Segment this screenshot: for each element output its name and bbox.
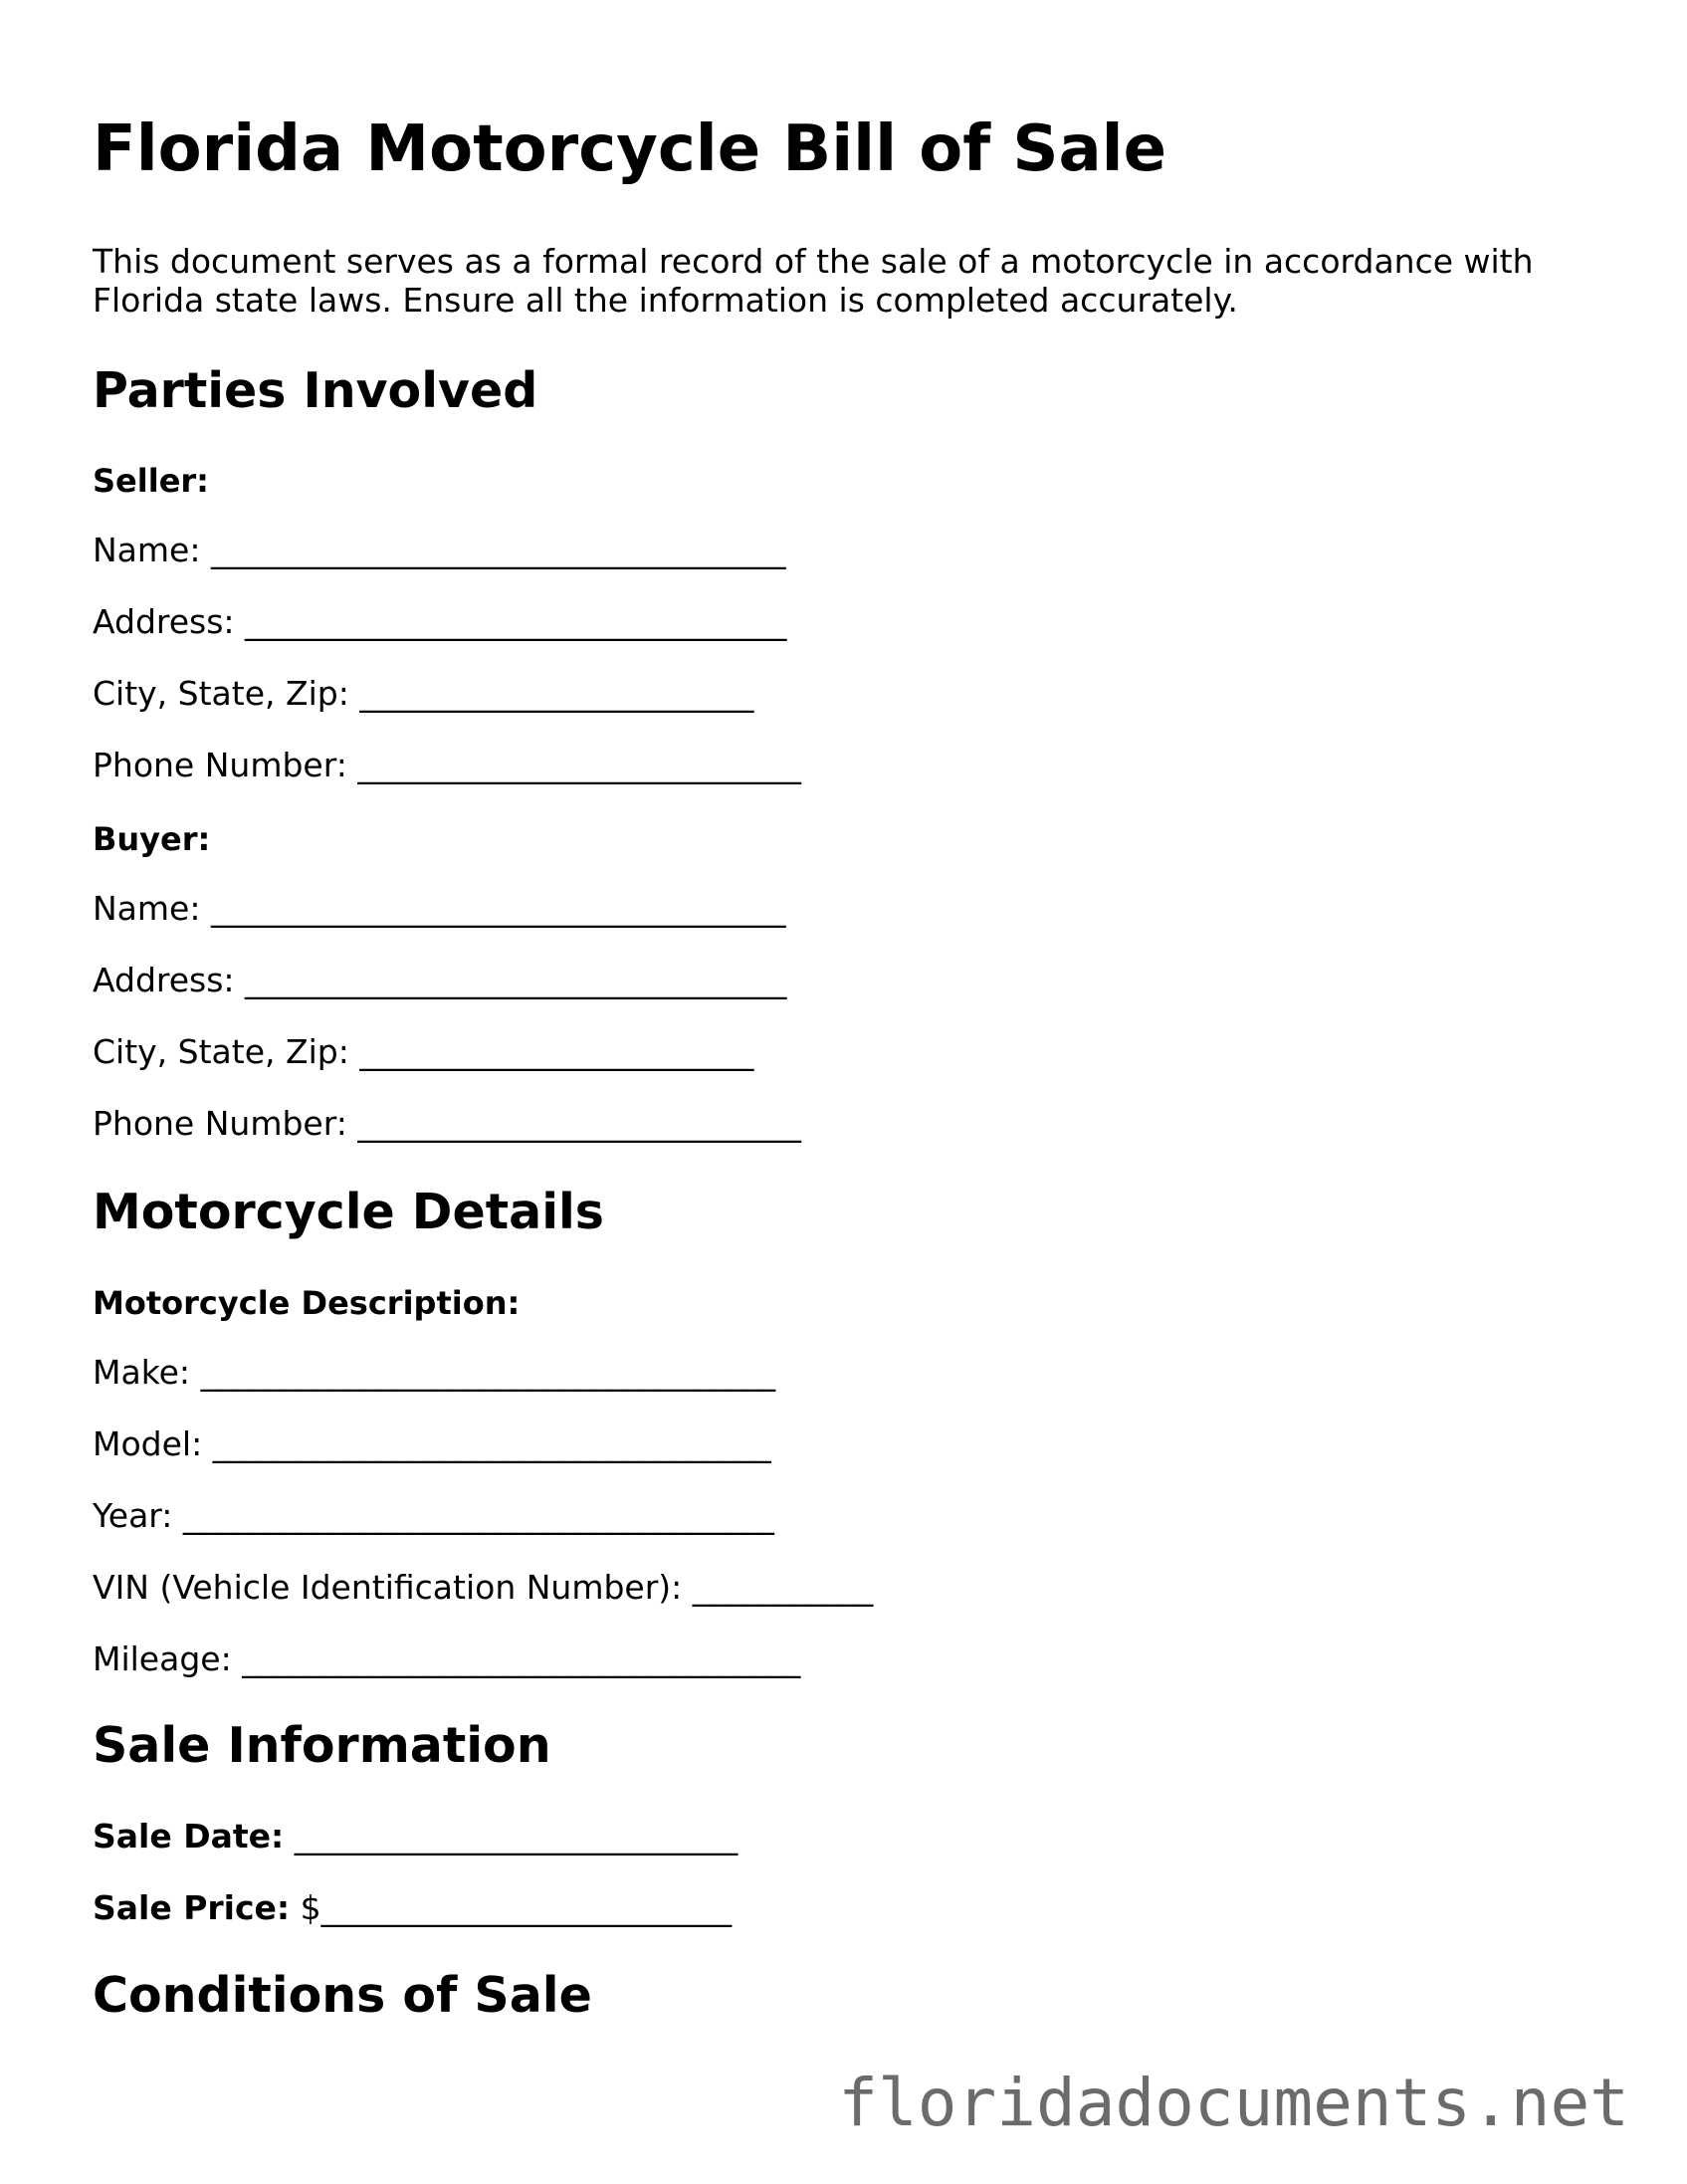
field-label: City, State, Zip: xyxy=(93,674,349,713)
field-label: Make: xyxy=(93,1353,191,1392)
fill-line[interactable]: _________________________________ xyxy=(245,602,787,641)
sale-date-field[interactable] xyxy=(93,1817,738,1856)
sale-price-field[interactable] xyxy=(93,1888,733,1927)
field-label: Address: xyxy=(93,961,235,999)
field-label: City, State, Zip: xyxy=(93,1032,349,1071)
model-field[interactable] xyxy=(93,1424,771,1463)
document-title: Florida Motorcycle Bill of Sale xyxy=(93,112,1166,186)
fill-line[interactable]: ___________ xyxy=(692,1568,874,1607)
buyer-label: Buyer: xyxy=(93,820,211,858)
vin-field[interactable] xyxy=(93,1568,874,1607)
year-field[interactable] xyxy=(93,1496,774,1535)
fill-line[interactable]: ___________________________ xyxy=(357,746,801,784)
fill-line[interactable]: ___________________________________ xyxy=(200,1353,776,1392)
field-label: Address: xyxy=(93,602,235,641)
fill-line[interactable]: ___________________________________ xyxy=(210,531,786,569)
field-label: Phone Number: xyxy=(93,1104,347,1143)
field-label: Phone Number: xyxy=(93,746,347,784)
seller-name-field[interactable] xyxy=(93,531,786,569)
seller-address-field[interactable] xyxy=(93,602,787,641)
seller-phone-field[interactable] xyxy=(93,746,801,784)
make-field[interactable] xyxy=(93,1353,776,1392)
field-label: Sale Price: xyxy=(93,1888,291,1927)
fill-line[interactable]: ____________________________________ xyxy=(182,1496,774,1535)
fill-line[interactable]: __________________________________ xyxy=(242,1639,801,1678)
field-label: Model: xyxy=(93,1424,203,1463)
fill-line[interactable]: ________________________ xyxy=(359,1032,754,1071)
field-label: Name: xyxy=(93,889,201,928)
field-label: Mileage: xyxy=(93,1639,232,1678)
buyer-name-field[interactable] xyxy=(93,889,786,928)
motorcycle-details-heading: Motorcycle Details xyxy=(93,1184,604,1240)
conditions-of-sale-heading: Conditions of Sale xyxy=(93,1967,592,2024)
field-label: Year: xyxy=(93,1496,173,1535)
fill-line[interactable]: $_________________________ xyxy=(300,1888,733,1927)
parties-heading: Parties Involved xyxy=(93,362,538,419)
fill-line[interactable]: ________________________ xyxy=(359,674,754,713)
buyer-address-field[interactable] xyxy=(93,961,787,999)
buyer-phone-field[interactable] xyxy=(93,1104,801,1143)
field-label: Sale Date: xyxy=(93,1817,285,1856)
motorcycle-description-label: Motorcycle Description: xyxy=(93,1284,521,1322)
fill-line[interactable]: _________________________________ xyxy=(245,961,787,999)
field-label: VIN (Vehicle Identification Number): xyxy=(93,1568,683,1607)
fill-line[interactable]: __________________________________ xyxy=(212,1424,771,1463)
fill-line[interactable]: ___________________________ xyxy=(294,1817,738,1856)
seller-label: Seller: xyxy=(93,462,209,500)
intro-paragraph: This document serves as a formal record of the sale of a motorcycle in accordance with Florida state laws. Ensure all the information is completed accurately. xyxy=(93,242,1534,320)
field-label: Name: xyxy=(93,531,201,569)
fill-line[interactable]: ___________________________ xyxy=(357,1104,801,1143)
mileage-field[interactable] xyxy=(93,1639,801,1678)
seller-city-state-zip-field[interactable] xyxy=(93,674,754,713)
buyer-city-state-zip-field[interactable] xyxy=(93,1032,754,1071)
fill-line[interactable]: ___________________________________ xyxy=(210,889,786,928)
sale-information-heading: Sale Information xyxy=(93,1717,551,1774)
watermark: floridadocuments.net xyxy=(838,2065,1629,2141)
